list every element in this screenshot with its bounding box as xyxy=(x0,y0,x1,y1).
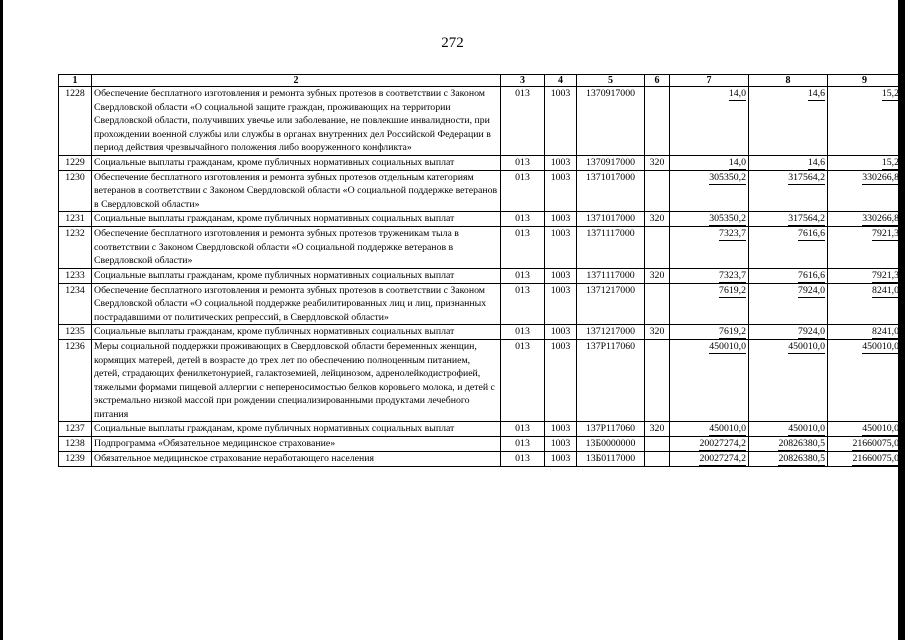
amount-col-9-cell xyxy=(828,170,902,212)
amount-col-7-cell xyxy=(670,437,749,452)
amount-col-9: 21660075,0 xyxy=(852,438,899,449)
amount-col-9-cell xyxy=(828,325,902,340)
code-expense-type xyxy=(645,437,670,452)
amount-col-9-cell xyxy=(828,268,902,283)
amount-col-8-cell xyxy=(749,325,828,340)
code-expense-type xyxy=(645,227,670,269)
amount-col-8-cell xyxy=(749,155,828,170)
amount-col-8-cell xyxy=(749,170,828,212)
code-section: 1003 xyxy=(545,155,577,170)
row-number: 1232 xyxy=(59,227,92,269)
row-number: 1236 xyxy=(59,340,92,422)
amount-col-8-cell xyxy=(749,227,828,269)
amount-col-9: 450010,0 xyxy=(862,341,899,352)
code-target: 1371217000 xyxy=(577,283,645,325)
code-target: 1371117000 xyxy=(577,227,645,269)
table-header-row xyxy=(59,75,902,87)
amount-col-7: 7323,7 xyxy=(719,228,746,239)
code-ministry: 013 xyxy=(501,170,545,212)
amount-col-7-cell xyxy=(670,422,749,437)
row-description: Социальные выплаты гражданам, кроме публичных нормативных социальных выплат xyxy=(92,268,501,283)
amount-col-9: 7921,3 xyxy=(872,228,899,239)
column-header: 3 xyxy=(501,75,545,87)
code-expense-type xyxy=(645,87,670,156)
code-expense-type xyxy=(645,340,670,422)
amount-col-9: 15,2 xyxy=(881,88,899,99)
code-target: 1371117000 xyxy=(577,268,645,283)
row-number: 1235 xyxy=(59,325,92,340)
table-row xyxy=(59,283,902,325)
row-description: Меры социальной поддержки проживающих в Свердловской области беременных женщин, кормящих матерей, детей в возрасте до трех лет по обеспечению полноценным питанием, детей, страдающих фенилкетонурией, галактоземией, лейцинозом, адренолейкодистрофией, тяжелыми формами пищевой аллергии с непереносимостью белков коровьего молока, и детей с экстремально низкой массой при рождении специализированными продуктами лечебного питания xyxy=(92,340,501,422)
code-ministry: 013 xyxy=(501,268,545,283)
table-row xyxy=(59,87,902,156)
row-description: Обеспечение бесплатного изготовления и ремонта зубных протезов в соответствии с Законом Свердловской области «О социальной поддержке реабилитированных лиц и лиц, признанных пострадавшими от политических репрессий, в Свердловской области» xyxy=(92,283,501,325)
amount-col-7: 20027274,2 xyxy=(699,453,746,464)
amount-col-7: 450010,0 xyxy=(709,423,746,434)
amount-col-9-cell xyxy=(828,340,902,422)
amount-col-9-cell xyxy=(828,283,902,325)
amount-col-7-cell xyxy=(670,325,749,340)
amount-col-8-cell xyxy=(749,212,828,227)
amount-col-9: 21660075,0 xyxy=(852,453,899,464)
row-description: Обеспечение бесплатного изготовления и ремонта зубных протезов труженикам тыла в соответствии с Законом Свердловской области «О социальной поддержке ветеранов в Свердловской области» xyxy=(92,227,501,269)
code-ministry: 013 xyxy=(501,227,545,269)
code-section: 1003 xyxy=(545,437,577,452)
code-target: 13Б0000000 xyxy=(577,437,645,452)
amount-col-9-cell xyxy=(828,155,902,170)
code-target: 1370917000 xyxy=(577,87,645,156)
amount-col-7: 450010,0 xyxy=(709,341,746,352)
column-header: 5 xyxy=(577,75,645,87)
row-description: Социальные выплаты гражданам, кроме публичных нормативных социальных выплат xyxy=(92,325,501,340)
amount-col-9: 450010,0 xyxy=(862,423,899,434)
amount-col-8: 450010,0 xyxy=(788,423,825,434)
row-number: 1230 xyxy=(59,170,92,212)
code-ministry: 013 xyxy=(501,325,545,340)
amount-col-8: 450010,0 xyxy=(788,341,825,352)
amount-col-8: 7616,6 xyxy=(798,269,825,281)
amount-col-9-cell xyxy=(828,87,902,156)
amount-col-7: 20027274,2 xyxy=(699,438,746,449)
code-target: 13Б0117000 xyxy=(577,452,645,467)
amount-col-9-cell xyxy=(828,422,902,437)
row-description: Обеспечение бесплатного изготовления и ремонта зубных протезов отдельным категориям ветеранов в соответствии с Законом Свердловской области «О социальной поддержке ветеранов в Свердловской области» xyxy=(92,170,501,212)
code-section: 1003 xyxy=(545,340,577,422)
column-header: 6 xyxy=(645,75,670,87)
amount-col-9-cell xyxy=(828,227,902,269)
row-number: 1229 xyxy=(59,155,92,170)
code-expense-type xyxy=(645,283,670,325)
row-number: 1233 xyxy=(59,268,92,283)
amount-col-8: 317564,2 xyxy=(788,213,825,224)
budget-table xyxy=(58,74,902,467)
code-expense-type: 320 xyxy=(645,422,670,437)
table-row xyxy=(59,325,902,340)
column-header: 9 xyxy=(828,75,902,87)
amount-col-8: 14,6 xyxy=(807,88,825,99)
amount-col-7-cell xyxy=(670,340,749,422)
code-section: 1003 xyxy=(545,87,577,156)
amount-col-8-cell xyxy=(749,340,828,422)
table-row xyxy=(59,452,902,467)
column-header: 2 xyxy=(92,75,501,87)
amount-col-8-cell xyxy=(749,422,828,437)
row-number: 1237 xyxy=(59,422,92,437)
amount-col-7-cell xyxy=(670,212,749,227)
code-target: 137Р117060 xyxy=(577,340,645,422)
code-section: 1003 xyxy=(545,283,577,325)
amount-col-7: 7323,7 xyxy=(719,269,746,281)
row-description: Подпрограмма «Обязательное медицинское страхование» xyxy=(92,437,501,452)
table-row xyxy=(59,170,902,212)
code-target: 137Р117060 xyxy=(577,422,645,437)
amount-col-8: 20826380,5 xyxy=(778,438,825,449)
row-number: 1228 xyxy=(59,87,92,156)
code-expense-type xyxy=(645,452,670,467)
table-row xyxy=(59,268,902,283)
column-header: 4 xyxy=(545,75,577,87)
code-ministry: 013 xyxy=(501,87,545,156)
column-header: 7 xyxy=(670,75,749,87)
amount-col-7-cell xyxy=(670,283,749,325)
code-section: 1003 xyxy=(545,422,577,437)
code-section: 1003 xyxy=(545,170,577,212)
row-description: Обеспечение бесплатного изготовления и ремонта зубных протезов в соответствии с Законом Свердловской области «О социальной защите граждан, проживающих на территории Свердловской области, получивших увечье или заболевание, не повлекшие инвалидности, при прохождении военной службы или службы в органах внутренних дел Российской Федерации в период действия чрезвычайного положения либо вооруженного конфликта» xyxy=(92,87,501,156)
code-expense-type xyxy=(645,170,670,212)
column-header: 1 xyxy=(59,75,92,87)
amount-col-8: 7924,0 xyxy=(798,326,825,337)
code-ministry: 013 xyxy=(501,422,545,437)
code-target: 1371017000 xyxy=(577,170,645,212)
code-target: 1370917000 xyxy=(577,155,645,170)
amount-col-8: 14,6 xyxy=(807,156,825,168)
code-ministry: 013 xyxy=(501,437,545,452)
row-number: 1238 xyxy=(59,437,92,452)
code-ministry: 013 xyxy=(501,340,545,422)
amount-col-7: 14,0 xyxy=(728,156,746,168)
amount-col-9-cell xyxy=(828,452,902,467)
amount-col-7-cell xyxy=(670,155,749,170)
code-section: 1003 xyxy=(545,325,577,340)
code-expense-type: 320 xyxy=(645,268,670,283)
amount-col-9: 15,2 xyxy=(881,156,899,168)
table-row xyxy=(59,340,902,422)
amount-col-7: 7619,2 xyxy=(719,326,746,337)
row-number: 1239 xyxy=(59,452,92,467)
column-header: 8 xyxy=(749,75,828,87)
table-row xyxy=(59,155,902,170)
amount-col-7: 305350,2 xyxy=(709,213,746,224)
row-number: 1234 xyxy=(59,283,92,325)
amount-col-8: 20826380,5 xyxy=(778,453,825,464)
amount-col-8: 317564,2 xyxy=(788,171,825,183)
code-expense-type: 320 xyxy=(645,325,670,340)
table-row xyxy=(59,422,902,437)
amount-col-8-cell xyxy=(749,452,828,467)
code-ministry: 013 xyxy=(501,283,545,325)
code-section: 1003 xyxy=(545,227,577,269)
amount-col-9: 8241,0 xyxy=(872,284,899,296)
amount-col-7-cell xyxy=(670,227,749,269)
amount-col-8-cell xyxy=(749,437,828,452)
amount-col-7: 305350,2 xyxy=(709,171,746,183)
code-ministry: 013 xyxy=(501,155,545,170)
amount-col-9-cell xyxy=(828,437,902,452)
code-section: 1003 xyxy=(545,452,577,467)
amount-col-7-cell xyxy=(670,170,749,212)
code-expense-type: 320 xyxy=(645,155,670,170)
code-expense-type: 320 xyxy=(645,212,670,227)
code-target: 1371217000 xyxy=(577,325,645,340)
row-number: 1231 xyxy=(59,212,92,227)
amount-col-9: 330266,8 xyxy=(862,171,899,183)
amount-col-9: 7921,3 xyxy=(872,269,899,281)
code-ministry: 013 xyxy=(501,452,545,467)
code-target: 1371017000 xyxy=(577,212,645,227)
amount-col-7: 7619,2 xyxy=(719,284,746,296)
row-description: Социальные выплаты гражданам, кроме публичных нормативных социальных выплат xyxy=(92,422,501,437)
amount-col-7-cell xyxy=(670,452,749,467)
amount-col-9: 8241,0 xyxy=(872,326,899,337)
row-description: Обязательное медицинское страхование неработающего населения xyxy=(92,452,501,467)
page-number: 272 xyxy=(441,35,464,51)
table-body xyxy=(59,87,902,467)
table-row xyxy=(59,227,902,269)
row-description: Социальные выплаты гражданам, кроме публичных нормативных социальных выплат xyxy=(92,212,501,227)
scan-frame-left xyxy=(0,0,3,640)
amount-col-9-cell xyxy=(828,212,902,227)
amount-col-8-cell xyxy=(749,87,828,156)
code-section: 1003 xyxy=(545,268,577,283)
row-description: Социальные выплаты гражданам, кроме публичных нормативных социальных выплат xyxy=(92,155,501,170)
amount-col-7-cell xyxy=(670,87,749,156)
amount-col-8: 7924,0 xyxy=(798,284,825,296)
amount-col-8-cell xyxy=(749,283,828,325)
amount-col-7: 14,0 xyxy=(728,88,746,99)
amount-col-9: 330266,8 xyxy=(862,213,899,224)
amount-col-8: 7616,6 xyxy=(798,228,825,239)
amount-col-8-cell xyxy=(749,268,828,283)
amount-col-7-cell xyxy=(670,268,749,283)
table-row xyxy=(59,212,902,227)
table-row xyxy=(59,437,902,452)
code-ministry: 013 xyxy=(501,212,545,227)
code-section: 1003 xyxy=(545,212,577,227)
